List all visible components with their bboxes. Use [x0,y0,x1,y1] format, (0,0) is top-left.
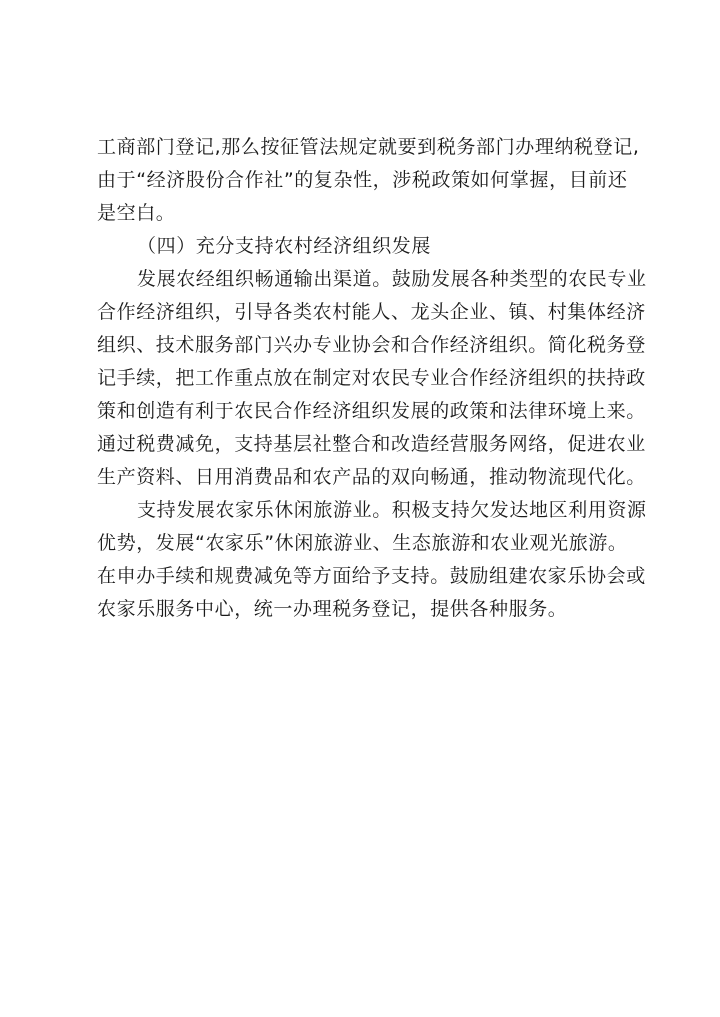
text-line: 合作经济组织，引导各类农村能人、龙头企业、镇、村集体经济 [97,301,646,323]
text-line: 发展农经组织畅通输出渠道。鼓励发展各种类型的农民专业 [137,268,647,290]
text-line: 支持发展农家乐休闲旅游业。积极支持欠发达地区利用资源 [137,499,647,521]
text-line: 策和创造有利于农民合作经济组织发展的政策和法律环境上来。 [97,400,646,422]
text-line: 农家乐服务中心，统一办理税务登记，提供各种服务。 [97,598,568,620]
text-line: 组织、技术服务部门兴办专业协会和合作经济组织。简化税务登 [97,334,646,356]
text-line: 通过税费减免，支持基层社整合和改造经营服务网络，促进农业 [97,433,646,455]
section-heading: （四）充分支持农村经济组织发展 [137,235,432,257]
document-body [97,131,657,626]
text-line: 生产资料、日用消费品和农产品的双向畅通，推动物流现代化。 [97,466,646,488]
text-line: 优势，发展“农家乐”休闲旅游业、生态旅游和农业观光旅游。 [97,532,628,554]
text-line: 记手续，把工作重点放在制定对农民专业合作经济组织的扶持政 [97,367,646,389]
text-line: 在申办手续和规费减免等方面给予支持。鼓励组建农家乐协会或 [97,565,646,587]
text-line: 是空白。 [97,202,176,224]
text-line: 工商部门登记,那么按征管法规定就要到税务部门办理纳税登记, [97,136,640,158]
text-line: 由于“经济股份合作社”的复杂性，涉税政策如何掌握，目前还 [97,169,628,191]
